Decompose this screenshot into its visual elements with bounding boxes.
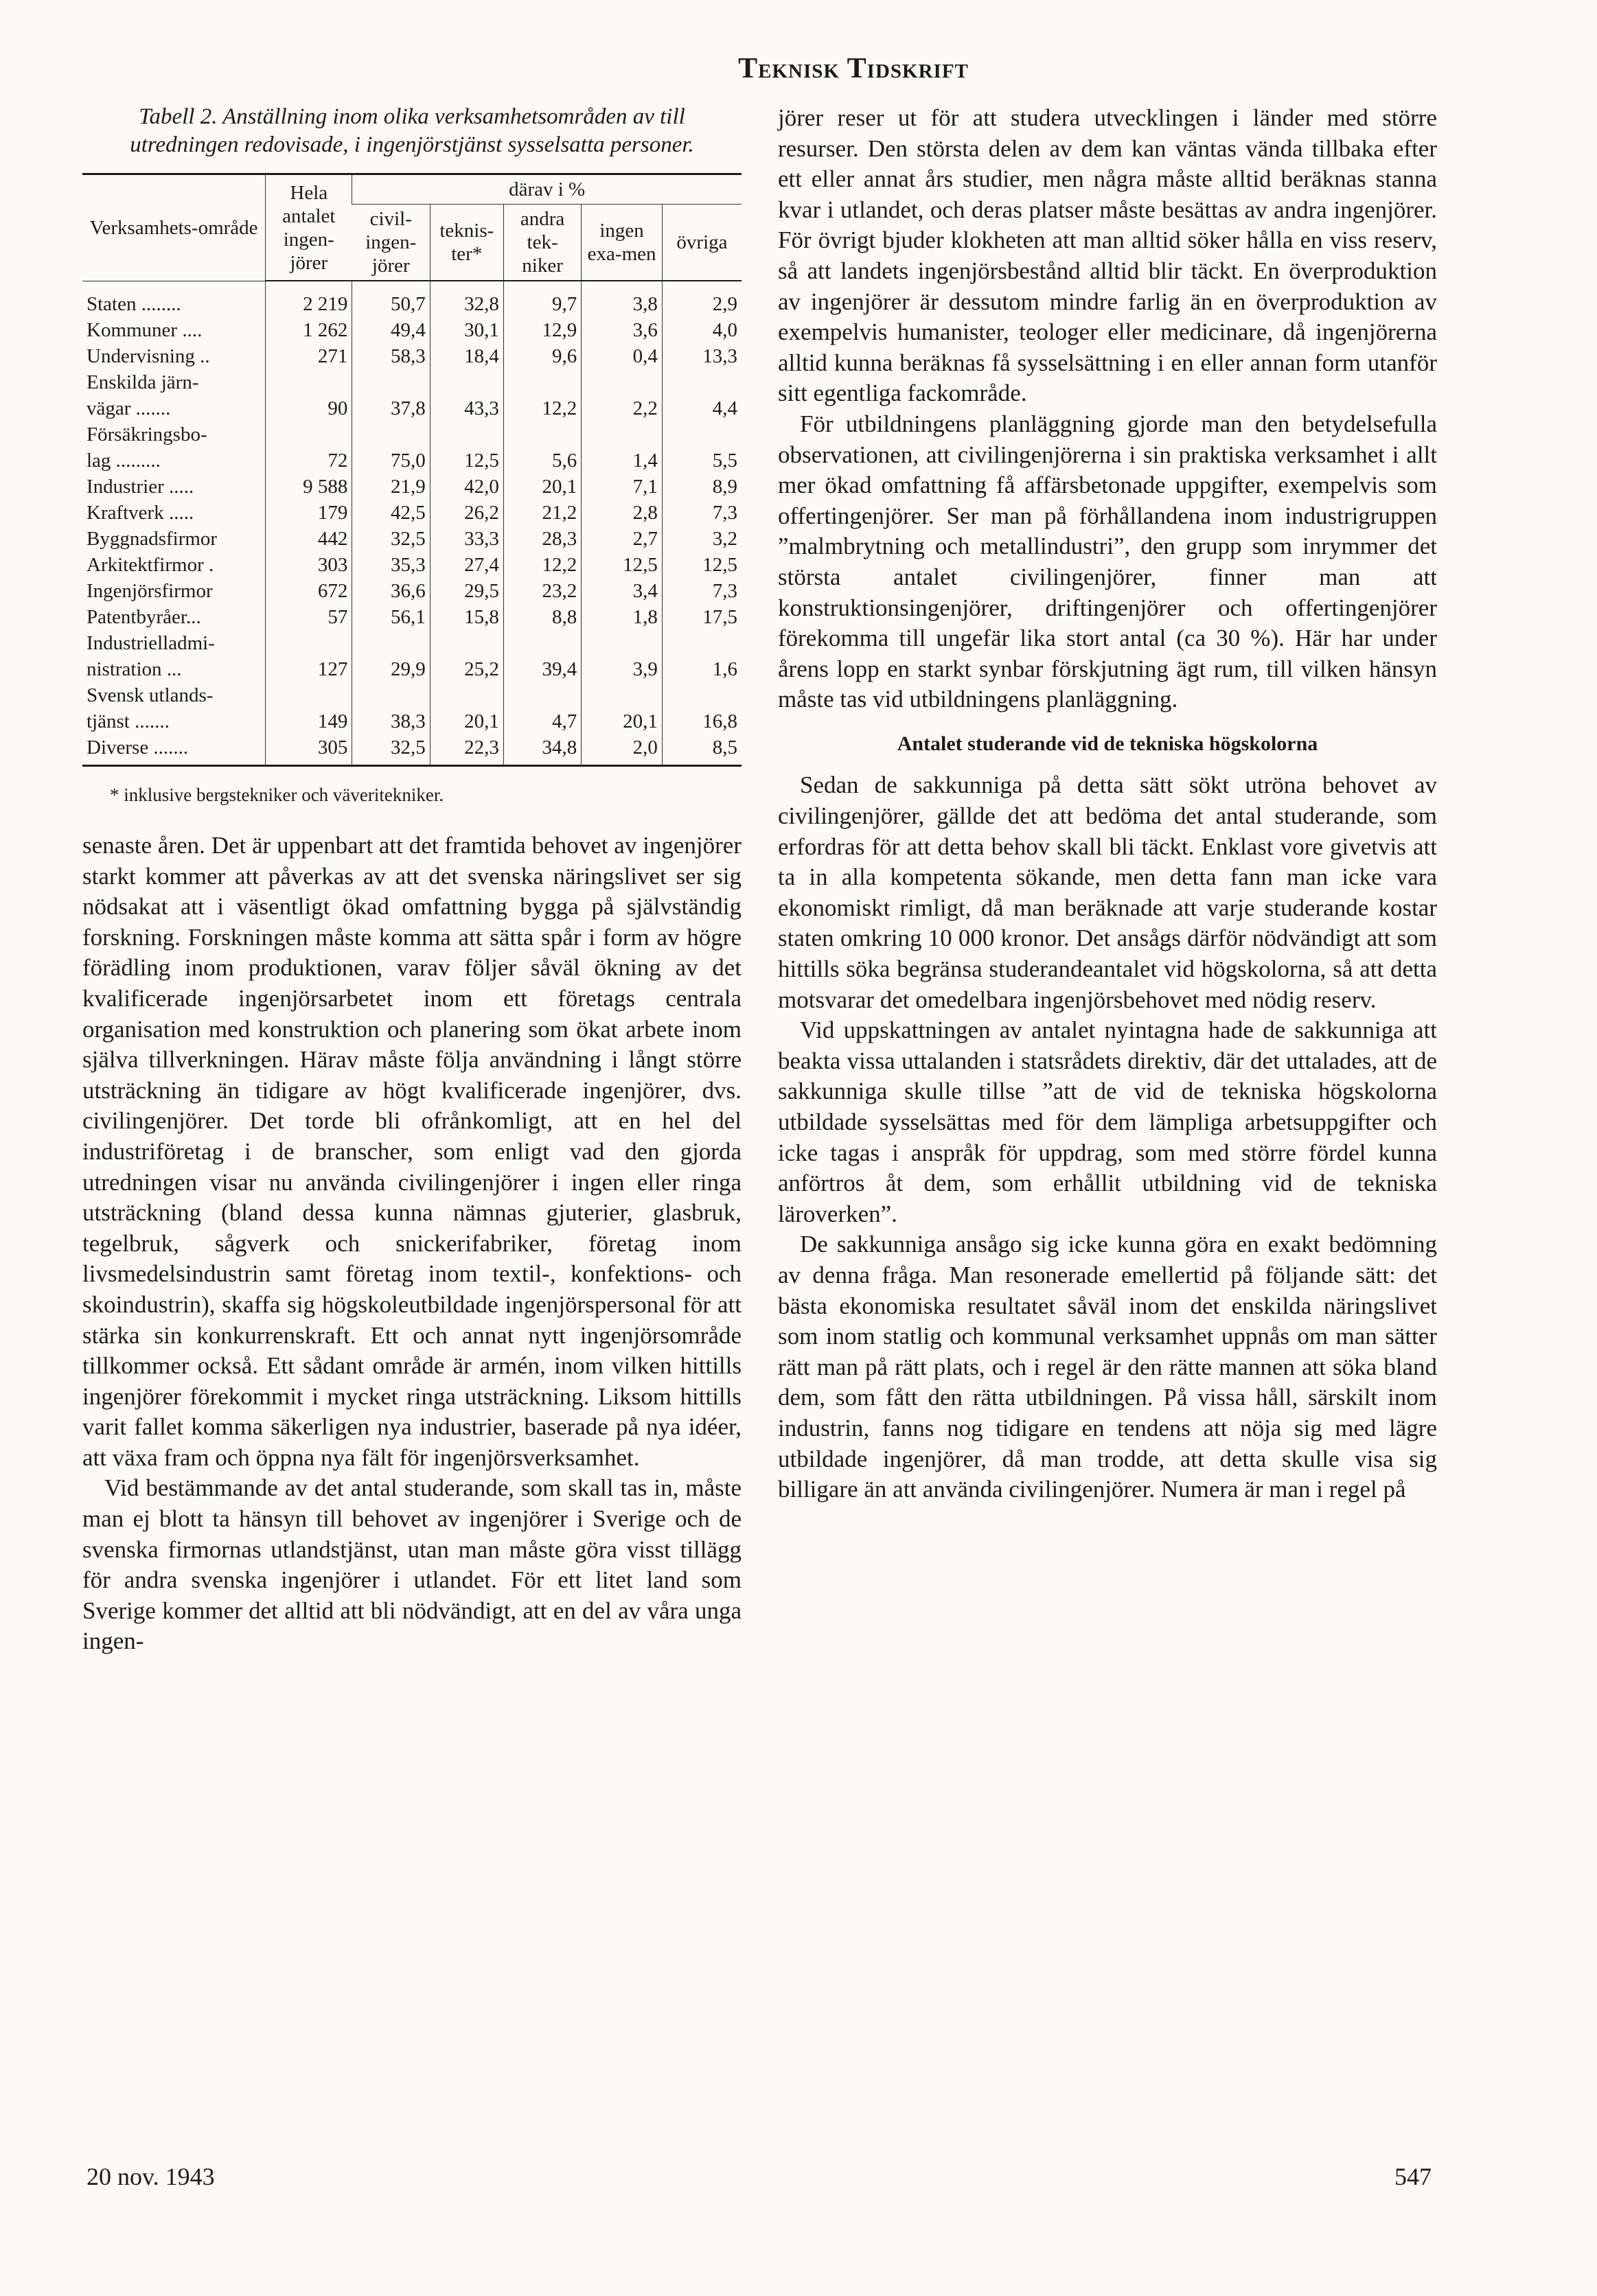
cell-tekniskt [430,630,503,656]
cell-ovriga: 4,4 [662,395,742,421]
cell-civil: 58,3 [352,343,430,369]
table-row [82,604,742,630]
header-hela-antalet: Hela antalet ingen-jörer [266,174,352,281]
employment-table [82,173,742,767]
paragraph: Vid uppskattningen av antalet nyintagna hade de sakkunniga att beakta vissa uttalanden i statsrådets direktiv, där det uttalades, att de sakkunniga skulle tillse ”att de vid de tekniska högskolorna utbildade sysselsättas med för dem lämpliga arbetsuppgifter och icke tagas i anspråk för uppdrag, som med större fördel kunna anförtros åt dem, som erhållit utbildning vid de tekniska läroverken”. [778,1017,1437,1227]
cell-tekniskt: 29,5 [430,578,503,604]
cell-civil [352,369,430,395]
cell-ovriga [662,369,742,395]
cell-ingen: 3,4 [582,578,663,604]
cell-tekniskt: 33,3 [430,526,503,552]
row-label: Diverse ....... [87,737,189,758]
cell-andra: 21,2 [503,500,581,526]
row-label: Kraftverk ..... [87,502,194,524]
cell-andra: 20,1 [503,474,581,500]
cell-ingen: 3,9 [582,656,663,682]
cell-civil: 50,7 [352,281,430,317]
cell-ovriga: 7,3 [662,500,742,526]
cell-tekniskt: 27,4 [430,552,503,578]
cell-ovriga: 12,5 [662,552,742,578]
cell-ingen: 2,0 [582,734,663,766]
page-number: 547 [1394,2163,1432,2190]
cell-ovriga [662,630,742,656]
cell-ingen: 1,8 [582,604,663,630]
cell-tekniskt: 25,2 [430,656,503,682]
table-row [82,578,742,604]
table-row [82,395,742,421]
cell-hela: 149 [266,708,352,734]
cell-ingen: 3,6 [582,317,663,343]
cell-andra: 4,7 [503,708,581,734]
cell-civil: 32,5 [352,734,430,766]
cell-andra: 28,3 [503,526,581,552]
cell-andra: 12,2 [503,552,581,578]
cell-andra: 12,2 [503,395,581,421]
cell-andra [503,421,581,448]
cell-civil: 21,9 [352,474,430,500]
row-label: Undervisning .. [87,345,210,367]
cell-civil: 37,8 [352,395,430,421]
table-row [82,526,742,552]
row-label: Industrielladmi- [87,632,215,654]
cell-ovriga: 8,9 [662,474,742,500]
row-label: tjänst ....... [87,710,170,732]
cell-hela: 672 [266,578,352,604]
cell-hela: 442 [266,526,352,552]
header-andra-tekniker: andra tek-niker [503,205,581,281]
cell-ingen: 1,4 [582,448,663,474]
cell-andra: 34,8 [503,734,581,766]
cell-hela: 303 [266,552,352,578]
table-row [82,682,742,708]
cell-ovriga: 13,3 [662,343,742,369]
row-label: Svensk utlands- [87,684,214,706]
cell-tekniskt [430,682,503,708]
table-row [82,552,742,578]
table-footnote: * inklusive bergstekniker och väveritekniker. [110,785,444,805]
cell-hela: 9 588 [266,474,352,500]
cell-andra [503,630,581,656]
cell-hela: 2 219 [266,281,352,317]
table-row [82,500,742,526]
cell-ovriga: 7,3 [662,578,742,604]
cell-ingen: 3,8 [582,281,663,317]
paragraph: De sakkunniga ansågo sig icke kunna göra en exakt bedömning av denna fråga. Man resonerade emellertid på följande sätt: det bästa ekonomiska resultatet såväl inom det enskilda näringslivet som inom statlig och kommunal verksamhet uppnås om man sätter rätt man på rätt plats, och i regel är den rätte mannen att söka bland dem, som fått den rätta utbildningen. På vissa håll, särskilt inom industrin, fanns nog tidigare en tendens att nöja sig med lägre utbildade ingenjörer, då man trodde, att detta skulle visa sig billigare än att använda civilingenjörer. Numera är man i regel på [778,1231,1437,1503]
cell-tekniskt: 22,3 [430,734,503,766]
cell-ingen [582,682,663,708]
cell-civil: 42,5 [352,500,430,526]
cell-ovriga [662,682,742,708]
cell-ovriga: 3,2 [662,526,742,552]
table-row [82,474,742,500]
cell-hela: 1 262 [266,317,352,343]
cell-civil: 29,9 [352,656,430,682]
cell-tekniskt [430,421,503,448]
cell-tekniskt [430,369,503,395]
cell-andra: 39,4 [503,656,581,682]
cell-hela: 72 [266,448,352,474]
header-ovriga: övriga [662,205,742,281]
paragraph: För utbildningens planläggning gjorde man den betydelsefulla observationen, att civilingenjörerna i sin praktiska verksamhet i allt mer ökad omfattning få affärsbetonade uppgifter, exempelvis som offertingenjörer. Ser man på förhållandena inom industrigruppen ”malmbrytning och metallindustri”, den grupp som inrymmer det största antalet civilingenjörer, finner man att konstruktionsingenjörer, driftingenjörer och offertingenjörer förekomma till ungefär lika stort antal (ca 30 %). Här har under årens lopp en starkt synbar förskjutning ägt rum, till vilken hänsyn måste tas vid utbildningens planläggning. [778,410,1437,713]
cell-hela [266,630,352,656]
cell-andra [503,682,581,708]
right-column [778,103,1437,1505]
header-tekniskt: teknis-ter* [430,205,503,281]
cell-andra: 5,6 [503,448,581,474]
row-label: Ingenjörsfirmor [87,580,213,602]
paragraph: jörer reser ut för att studera utvecklingen i länder med större resurser. Den största delen av dem kan väntas vända tillbaka efter ett eller annat års studier, men några måste alltid beräknas stanna kvar i utlandet, och deras platser måste besättas av andra ingenjörer. För övrigt bjuder klokheten att man alltid söker hålla en viss reserv, så att landets ingenjörsbestånd alltid blir täckt. En överproduktion av ingenjörer är dessutom mindre farlig än en överproduktion av exempelvis humanister, teologer eller medicinare, då ingenjörerna alltid kunna beräknas få sysselsättning i en eller annan form utanför sitt egentliga fackområde. [778,104,1437,407]
cell-ingen [582,421,663,448]
cell-tekniskt: 43,3 [430,395,503,421]
cell-ingen: 2,2 [582,395,663,421]
cell-tekniskt: 42,0 [430,474,503,500]
table-row [82,369,742,395]
row-label: Enskilda järn- [87,371,199,393]
cell-civil [352,630,430,656]
table-row [82,656,742,682]
cell-hela [266,369,352,395]
paragraph: Vid bestämmande av det antal studerande, som skall tas in, måste man ej blott ta hänsyn till behovet av ingenjörer i Sverige och de svenska firmornas utlandstjänst, utan man måste göra visst tillägg för andra svenska ingenjörer i utlandet. För ett litet land som Sverige kommer det alltid att bli nödvändigt, att en del av våra unga ingen- [82,1474,742,1655]
right-body-text [778,103,1437,1505]
cell-ingen [582,369,663,395]
row-label: Arkitektfirmor . [87,554,214,576]
table-row [82,734,742,766]
cell-ingen: 12,5 [582,552,663,578]
cell-hela: 127 [266,656,352,682]
cell-tekniskt: 15,8 [430,604,503,630]
cell-civil: 36,6 [352,578,430,604]
cell-hela: 305 [266,734,352,766]
cell-andra [503,369,581,395]
row-label: Försäkringsbo- [87,424,207,445]
header-darav: därav i % [352,174,742,205]
table-row [82,281,742,317]
cell-civil: 35,3 [352,552,430,578]
cell-andra: 9,6 [503,343,581,369]
row-label: vägar ....... [87,397,171,419]
journal-header: Teknisk Tidskrift [738,53,969,84]
cell-tekniskt: 32,8 [430,281,503,317]
cell-andra: 8,8 [503,604,581,630]
cell-ingen: 20,1 [582,708,663,734]
cell-ingen: 7,1 [582,474,663,500]
cell-ingen: 0,4 [582,343,663,369]
cell-civil [352,421,430,448]
footer-date: 20 nov. 1943 [87,2163,215,2190]
cell-andra: 9,7 [503,281,581,317]
cell-ovriga: 5,5 [662,448,742,474]
cell-andra: 12,9 [503,317,581,343]
cell-hela: 179 [266,500,352,526]
table-row [82,708,742,734]
section-heading: Antalet studerande vid de tekniska högskolorna [897,732,1318,755]
cell-civil: 49,4 [352,317,430,343]
table-row [82,448,742,474]
table-row [82,421,742,448]
cell-ingen: 2,7 [582,526,663,552]
cell-hela [266,421,352,448]
table-caption: Tabell 2. Anställning inom olika verksamhetsområden av till utredningen redovisade, i ingenjörstjänst sysselsatta personer. [130,104,694,157]
cell-ingen: 2,8 [582,500,663,526]
header-verksamhetsomrade: Verksamhets-område [82,174,266,281]
cell-ovriga [662,421,742,448]
cell-tekniskt: 18,4 [430,343,503,369]
row-label: Kommuner .... [87,319,203,341]
cell-hela [266,682,352,708]
cell-ovriga: 1,6 [662,656,742,682]
left-body-text [82,831,742,1657]
cell-tekniskt: 30,1 [430,317,503,343]
row-label: Industrier ..... [87,476,194,498]
cell-andra: 23,2 [503,578,581,604]
header-civilingenjorer: civil-ingen-jörer [352,205,430,281]
cell-ingen [582,630,663,656]
cell-ovriga: 2,9 [662,281,742,317]
table-row [82,630,742,656]
cell-tekniskt: 12,5 [430,448,503,474]
table-row [82,317,742,343]
cell-ovriga: 4,0 [662,317,742,343]
paragraph: Sedan de sakkunniga på detta sätt sökt utröna behovet av civilingenjörer, gällde det att bedöma det antal studerande, som erfordras för att detta behov skall bli täckt. Enklast vore givetvis att ta in alla kompetenta sökande, men detta fann man icke vara ekonomiskt rimligt, då man beräknade att varje studerande kostar staten omkring 10 000 kronor. Det ansågs därför nödvändigt att som hittills söka begränsa studerandeantalet vid högskolorna, så att detta motsvarar det omedelbara ingenjörsbehovet med nödig reserv. [778,772,1437,1013]
left-column [82,103,742,1657]
cell-hela: 90 [266,395,352,421]
cell-tekniskt: 26,2 [430,500,503,526]
cell-ovriga: 16,8 [662,708,742,734]
cell-civil [352,682,430,708]
row-label: lag ......... [87,450,161,472]
row-label: nistration ... [87,658,182,680]
row-label: Staten ........ [87,293,181,315]
cell-civil: 32,5 [352,526,430,552]
row-label: Byggnadsfirmor [87,528,218,550]
cell-civil: 38,3 [352,708,430,734]
cell-tekniskt: 20,1 [430,708,503,734]
header-ingen-examen: ingen exa-men [582,205,663,281]
cell-ovriga: 8,5 [662,734,742,766]
cell-civil: 56,1 [352,604,430,630]
cell-ovriga: 17,5 [662,604,742,630]
table-body [82,281,742,766]
paragraph: senaste åren. Det är uppenbart att det framtida behovet av ingenjörer starkt kommer att påverkas av att det svenska näringslivet ser sig nödsakat att i väsentligt ökad omfattning bygga på självständig forskning. Forskningen måste komma att sätta spår i form av högre förädling inom produktionen, varav följer såväl ökning av det kvalificerade ingenjörsarbetet inom ett företags centrala organisation med konstruktion och planering som ökat arbete inom själva tillverkningen. Härav måste följa användning i långt större utsträckning än tidigare av högt kvalificerade ingenjörer, dvs. civilingenjörer. Det torde bli ofrånkomligt, att en hel del industriföretag i de branscher, som enligt vad den gjorda utredningen visar nu använda civilingenjörer i ingen eller ringa utsträckning (bland dessa kunna nämnas gjuterier, glasbruk, tegelbruk, sågverk och snickerifabriker, företag inom livsmedelsindustrin samt företag inom textil-, konfektions- och skoindustrin), skaffa sig högskoleutbildade ingenjörspersonal för att stärka sin konkurrenskraft. Ett och annat nytt ingenjörsområde tillkommer också. Ett sådant område är armén, inom vilken hittills ingenjörer förekommit i mycket ringa utsträckning. Liksom hittills varit fallet komma säkerligen nya industrier, baserade på nya idéer, att växa fram och öppna nya fält för ingenjörsverksamhet. [82,832,742,1471]
cell-civil: 75,0 [352,448,430,474]
cell-hela: 57 [266,604,352,630]
cell-hela: 271 [266,343,352,369]
row-label: Patentbyråer... [87,606,201,628]
table-row [82,343,742,369]
